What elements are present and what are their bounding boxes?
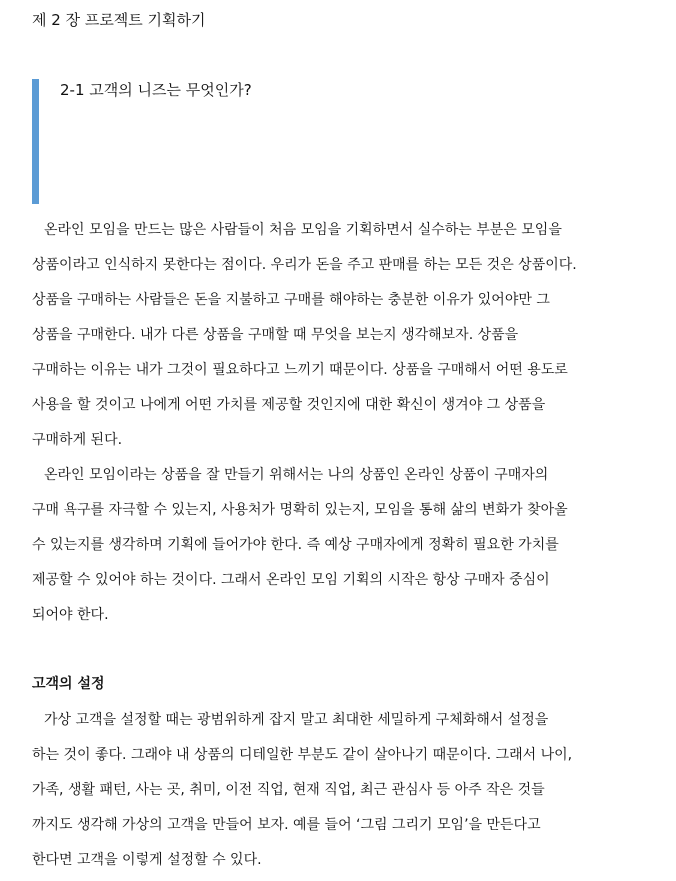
paragraph-line: 하는 것이 좋다. 그래야 내 상품의 디테일한 부분도 같이 살아나기 때문이다. 그래서 나이, [32, 747, 573, 763]
paragraph-line: 가족, 생활 패턴, 사는 곳, 취미, 이전 직업, 현재 직업, 최근 관심사 등 아주 작은 것들 [32, 782, 545, 798]
paragraph-online-meeting [32, 458, 620, 633]
paragraph-line: 가상 고객을 설정할 때는 광범위하게 잡지 말고 최대한 세밀하게 구체화해서 설정을 [44, 712, 549, 728]
paragraph-line: 상품이라고 인식하지 못한다는 점이다. 우리가 돈을 주고 판매를 하는 모든 것은 상품이다. [32, 257, 577, 273]
paragraph-line: 제공할 수 있어야 하는 것이다. 그래서 온라인 모임 기획의 시작은 항상 구매자 중심이 [32, 572, 550, 588]
paragraph-intro [32, 213, 620, 458]
paragraph-line: 한다면 고객을 이렇게 설정할 수 있다. [32, 852, 262, 868]
chapter-title: 제 2 장 프로젝트 기획하기 [32, 11, 206, 29]
paragraph-line: 사용을 할 것이고 나에게 어떤 가치를 제공할 것인지에 대한 확신이 생겨야 그 상품을 [32, 397, 546, 413]
paragraph-line: 구매하는 이유는 내가 그것이 필요하다고 느끼기 때문이다. 상품을 구매해서 어떤 용도로 [32, 362, 568, 378]
paragraph-line: 상품을 구매한다. 내가 다른 상품을 구매할 때 무엇을 보는지 생각해보자. 상품을 [32, 327, 519, 343]
paragraph-line: 온라인 모임을 만드는 많은 사람들이 처음 모임을 기획하면서 실수하는 부분은 모임을 [44, 222, 562, 238]
paragraph-line: 까지도 생각해 가상의 고객을 만들어 보자. 예를 들어 ‘그림 그리기 모임’을 만든다고 [32, 817, 541, 833]
paragraph-line: 되어야 한다. [32, 607, 109, 623]
subsection-heading: 고객의 설정 [32, 676, 105, 692]
section-heading: 2-1 고객의 니즈는 무엇인가? [60, 81, 252, 99]
paragraph-line: 온라인 모임이라는 상품을 잘 만들기 위해서는 나의 상품인 온라인 상품이 구매자의 [44, 467, 549, 483]
paragraph-customer-setting [32, 703, 620, 878]
section-accent-bar [32, 79, 39, 204]
paragraph-line: 구매하게 된다. [32, 432, 123, 448]
paragraph-line: 상품을 구매하는 사람들은 돈을 지불하고 구매를 해야하는 충분한 이유가 있어야만 그 [32, 292, 550, 308]
paragraph-line: 구매 욕구를 자극할 수 있는지, 사용처가 명확히 있는지, 모임을 통해 삶의 변화가 찾아올 [32, 502, 568, 518]
paragraph-line: 수 있는지를 생각하며 기획에 들어가야 한다. 즉 예상 구매자에게 정확히 필요한 가치를 [32, 537, 559, 553]
